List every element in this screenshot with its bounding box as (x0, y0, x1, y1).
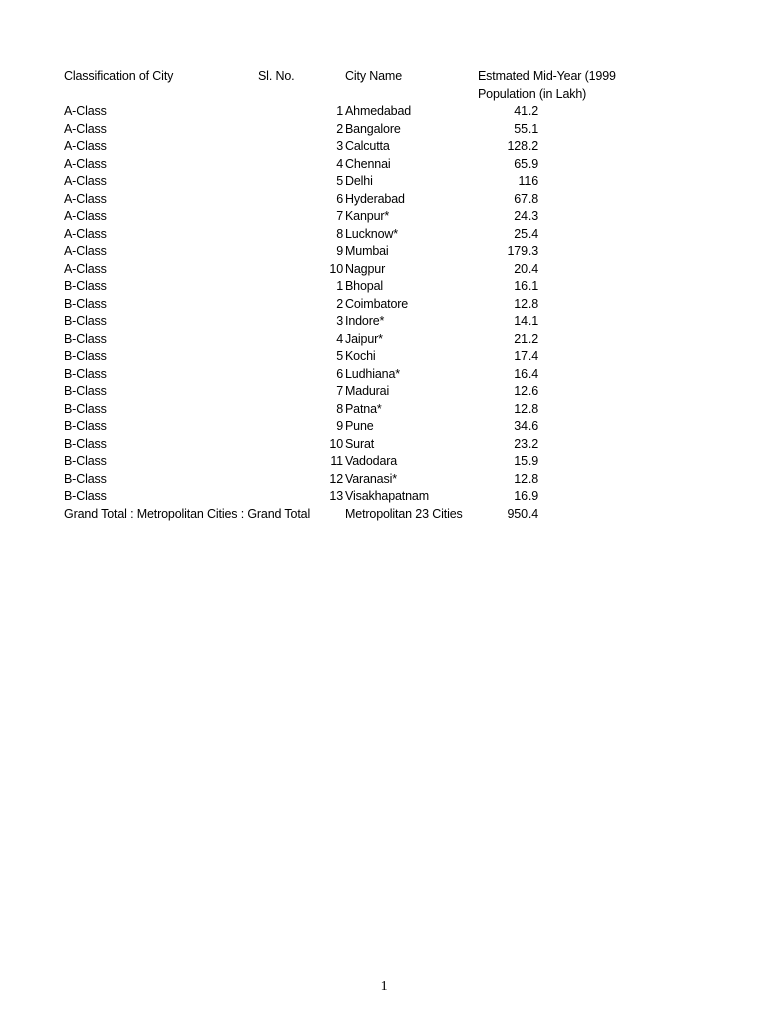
row-population: 55.1 (514, 121, 538, 136)
row-classification: B-Class (64, 296, 107, 311)
row-sl-no: 11 (330, 454, 343, 468)
row-sl-no: 8 (336, 226, 343, 241)
row-sl-no: 9 (336, 419, 343, 433)
row-classification: B-Class (64, 331, 107, 346)
row-population: 16.4 (514, 366, 538, 381)
row-city-name: Mumbai (345, 244, 389, 258)
row-classification: B-Class (64, 436, 107, 451)
row-sl-no: 2 (336, 296, 343, 311)
row-city-name: Ludhiana* (345, 366, 400, 381)
row-population: 179.3 (507, 244, 538, 258)
row-population: 128.2 (507, 139, 538, 153)
row-classification: B-Class (64, 366, 107, 381)
row-city-name: Bhopal (345, 279, 384, 293)
row-classification: A-Class (64, 244, 107, 258)
row-classification: A-Class (64, 139, 107, 153)
row-sl-no: 1 (336, 279, 343, 293)
row-sl-no: 7 (336, 384, 343, 398)
header-classification: Classification of City (64, 69, 174, 83)
row-city-name: Jaipur* (345, 331, 383, 346)
row-sl-no: 4 (336, 331, 343, 346)
row-sl-no: 6 (336, 366, 343, 381)
row-population: 41.2 (514, 104, 538, 118)
total-city-label: Metropolitan 23 Cities (345, 506, 463, 521)
row-sl-no: 13 (329, 489, 343, 503)
row-sl-no: 5 (336, 349, 343, 363)
row-classification: A-Class (64, 104, 107, 118)
row-city-name: Kochi (345, 349, 376, 363)
row-sl-no: 2 (336, 121, 343, 136)
row-sl-no: 5 (336, 174, 343, 188)
row-population: 16.9 (514, 489, 538, 503)
row-city-name: Lucknow* (345, 226, 398, 241)
row-city-name: Visakhapatnam (345, 489, 429, 503)
row-city-name: Delhi (345, 174, 373, 188)
row-sl-no: 9 (336, 244, 343, 258)
row-city-name: Bangalore (345, 121, 401, 136)
row-population: 16.1 (514, 279, 538, 293)
row-classification: A-Class (64, 121, 107, 136)
header-population-line2: Population (in Lakh) (478, 87, 587, 101)
row-population: 15.9 (514, 454, 538, 468)
row-classification: A-Class (64, 226, 107, 241)
row-city-name: Madurai (345, 384, 390, 398)
row-population: 20.4 (514, 261, 538, 276)
row-classification: B-Class (64, 489, 107, 503)
header-population-line1: Estmated Mid-Year (1999 (478, 69, 616, 83)
row-classification: B-Class (64, 349, 107, 363)
row-population: 65.9 (514, 156, 538, 171)
row-city-name: Surat (345, 436, 375, 451)
header-sl-no: Sl. No. (258, 69, 295, 83)
row-classification: B-Class (64, 384, 107, 398)
row-sl-no: 4 (336, 156, 343, 171)
row-classification: B-Class (64, 471, 107, 486)
row-city-name: Coimbatore (345, 296, 409, 311)
row-city-name: Varanasi* (345, 471, 397, 486)
row-classification: B-Class (64, 454, 107, 468)
row-sl-no: 10 (329, 261, 343, 276)
row-city-name: Kanpur* (345, 209, 390, 223)
row-city-name: Pune (345, 419, 374, 433)
row-sl-no: 3 (336, 314, 343, 328)
row-classification: B-Class (64, 279, 107, 293)
row-classification: A-Class (64, 191, 107, 206)
row-classification: A-Class (64, 156, 107, 171)
row-population: 12.8 (514, 471, 538, 486)
row-classification: B-Class (64, 401, 107, 416)
row-population: 12.8 (514, 401, 538, 416)
row-population: 12.6 (514, 384, 538, 398)
row-population: 34.6 (514, 419, 538, 433)
row-population: 17.4 (514, 349, 538, 363)
row-classification: A-Class (64, 261, 107, 276)
row-city-name: Calcutta (345, 139, 390, 153)
page-number: 1 (380, 979, 388, 994)
row-population: 67.8 (514, 191, 538, 206)
row-population: 24.3 (514, 209, 538, 223)
header-city-name: City Name (345, 69, 402, 83)
row-classification: B-Class (64, 314, 107, 328)
row-population: 14.1 (514, 314, 538, 328)
row-city-name: Indore* (345, 314, 385, 328)
row-sl-no: 3 (336, 139, 343, 153)
total-classification: Grand Total : Metropolitan Cities : Grand Total (64, 506, 311, 521)
row-population: 25.4 (514, 226, 538, 241)
row-sl-no: 12 (329, 471, 343, 486)
row-city-name: Hyderabad (345, 191, 405, 206)
row-city-name: Ahmedabad (345, 104, 412, 118)
row-population: 23.2 (514, 436, 538, 451)
row-city-name: Patna* (345, 401, 382, 416)
row-sl-no: 10 (329, 436, 343, 451)
row-sl-no: 8 (336, 401, 343, 416)
row-sl-no: 1 (336, 104, 343, 118)
row-city-name: Vadodara (345, 454, 398, 468)
row-sl-no: 6 (336, 191, 343, 206)
row-population: 21.2 (514, 331, 538, 346)
row-classification: A-Class (64, 174, 107, 188)
row-population: 12.8 (514, 296, 538, 311)
row-city-name: Nagpur (345, 261, 386, 276)
total-population: 950.4 (507, 506, 538, 521)
row-classification: B-Class (64, 419, 107, 433)
row-classification: A-Class (64, 209, 107, 223)
row-sl-no: 7 (336, 209, 343, 223)
row-city-name: Chennai (345, 156, 391, 171)
row-population: 116 (518, 174, 538, 188)
